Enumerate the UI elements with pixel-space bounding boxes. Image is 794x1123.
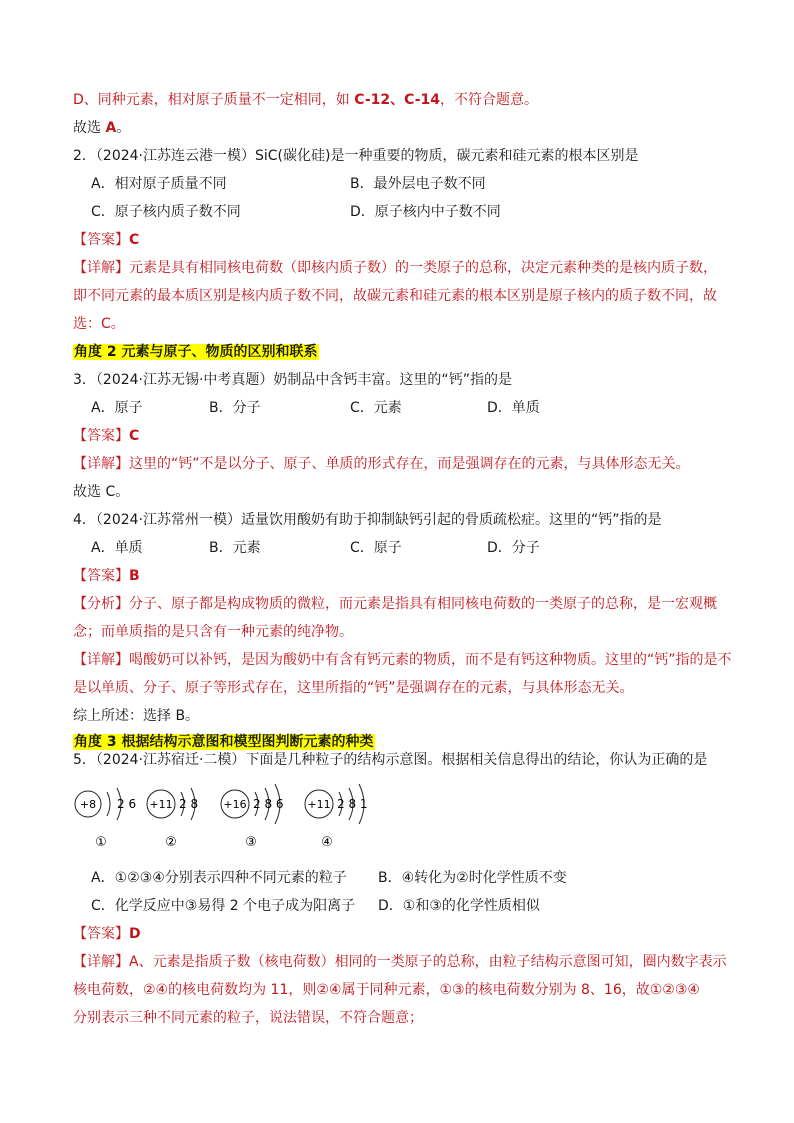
detail-tag: 【详解】 [73, 260, 129, 276]
summary-line: 综上所述：选择 B。 [73, 708, 200, 724]
shell-electrons: 2 8 6 [253, 797, 284, 811]
atom-label: ② [165, 835, 177, 850]
shell-electrons: 2 8 1 [337, 797, 368, 811]
atom-label: ① [95, 835, 107, 850]
text: 这里的“钙”不是以分子、原子、单质的形式存在，而是强调存在的元素，与具体形态无关。 [129, 456, 690, 472]
option-b: B．元素 [209, 540, 261, 556]
option-d: D．单质 [487, 400, 540, 416]
highlight-heading: 角度 3 根据结构示意图和模型图判断元素的种类 [74, 734, 374, 750]
detail-tag: 【详解】 [73, 954, 129, 970]
option-b: B．分子 [209, 400, 261, 416]
choose-line: 故选 C。 [73, 484, 130, 500]
choose-line [73, 118, 130, 138]
detail-line [73, 952, 727, 972]
text-emphasis: A [105, 120, 117, 136]
detail-tag: 【详解】 [73, 652, 129, 668]
question-3: 3．（2024·江苏无锡·中考真题）奶制品中含钙丰富。这里的“钙”指的是 [73, 372, 512, 388]
answer-tag: 【答案】 [73, 428, 129, 444]
section-heading [73, 732, 375, 752]
text: ②④的核电荷数均为 11，则②④属于同种元素，①③的核电荷数分别为 8、16，故①②③④ [143, 982, 700, 998]
shell-electrons: 2 8 [179, 797, 199, 811]
section-heading [73, 342, 319, 362]
nucleus-charge: +11 [307, 798, 331, 811]
detail-line [73, 980, 700, 1000]
nucleus-charge: +11 [149, 798, 173, 811]
option-d: D．原子核内中子数不同 [350, 204, 501, 220]
atom-2 [147, 788, 198, 850]
option-a: A．①②③④分别表示四种不同元素的粒子 [91, 870, 347, 886]
answer-line [73, 230, 139, 250]
answer-value: D [129, 926, 141, 942]
text: 核电荷数， [73, 982, 143, 998]
option-c: C．化学反应中③易得 2 个电子成为阳离子 [91, 898, 356, 914]
paragraph-d [73, 90, 538, 110]
question-5: 5．（2024·江苏宿迁·二模）下面是几种粒子的结构示意图。根据相关信息得出的结论，你认为正确的是 [73, 752, 708, 768]
text: 故选 [73, 120, 106, 136]
answer-value: C [129, 232, 140, 248]
text: ，不符合题意。 [440, 92, 539, 108]
option-c: C．原子核内质子数不同 [91, 204, 241, 220]
option-a: A．原子 [91, 400, 143, 416]
shell-electrons: 2 6 [117, 797, 137, 811]
detail-line: 即不同元素的最本质区别是核内质子数不同，故碳元素和硅元素的根本区别是原子核内的质子数不同，故 [73, 288, 717, 304]
answer-tag: 【答案】 [73, 568, 129, 584]
text: 。 [116, 120, 131, 136]
text: 喝酸奶可以补钙，是因为酸奶中有含有钙元素的物质，而不是有钙这种物质。这里的“钙”指的是不 [129, 652, 732, 668]
atom-4 [305, 784, 368, 850]
analysis-line [73, 594, 717, 614]
detail-line: 选：C。 [73, 316, 125, 332]
answer-line [73, 426, 139, 446]
option-a: A．相对原子质量不同 [91, 176, 227, 192]
atom-1 [75, 788, 136, 850]
answer-value: C [129, 428, 140, 444]
detail-tag: 【详解】 [73, 456, 129, 472]
question-2: 2．（2024·江苏连云港一模）SiC(碳化硅)是一种重要的物质，碳元素和硅元素的根本区别是 [73, 148, 639, 164]
option-c: C．原子 [350, 540, 402, 556]
analysis-tag: 【分析】 [73, 596, 129, 612]
detail-line: 分别表示三种不同元素的粒子，说法错误，不符合题意； [73, 1010, 423, 1026]
nucleus-charge: +8 [79, 798, 97, 811]
option-c: C．元素 [350, 400, 402, 416]
atomic-structure-diagram [73, 780, 473, 860]
option-a: A．单质 [91, 540, 143, 556]
text: D、同种元素，相对原子质量不一定相同，如 [73, 92, 355, 108]
text-emphasis: C-12、C-14 [354, 92, 441, 108]
answer-tag: 【答案】 [73, 926, 129, 942]
text: 分子、原子都是构成物质的微粒，而元素是指具有相同核电荷数的一类原子的总称，是一宏观概 [129, 596, 717, 612]
answer-tag: 【答案】 [73, 232, 129, 248]
nucleus-charge: +16 [223, 798, 247, 811]
detail-line: 是以单质、分子、原子等形式存在，这里所指的“钙”是强调存在的元素，与具体形态无关。 [73, 680, 634, 696]
atom-label: ③ [245, 835, 257, 850]
highlight-heading: 角度 2 元素与原子、物质的区别和联系 [74, 344, 318, 360]
analysis-line: 念；而单质指的是只含有一种元素的纯净物。 [73, 624, 353, 640]
text: 元素是具有相同核电荷数（即核内质子数）的一类原子的总称，决定元素种类的是核内质子数， [129, 260, 717, 276]
atom-label: ④ [321, 835, 333, 850]
answer-line [73, 924, 141, 944]
option-b: B．④转化为②时化学性质不变 [378, 870, 567, 886]
question-4: 4．（2024·江苏常州一模）适量饮用酸奶有助于抑制缺钙引起的骨质疏松症。这里的“钙”指的是 [73, 512, 662, 528]
atom-3 [221, 784, 284, 850]
detail-line [73, 258, 717, 278]
answer-value: B [129, 568, 140, 584]
answer-line [73, 566, 140, 586]
text: A、元素是指质子数（核电荷数）相同的一类原子的总称，由粒子结构示意图可知，圈内数字表示 [129, 954, 727, 970]
detail-line [73, 650, 732, 670]
option-b: B．最外层电子数不同 [350, 176, 486, 192]
option-d: D．分子 [487, 540, 540, 556]
detail-line [73, 454, 690, 474]
option-d: D．①和③的化学性质相似 [378, 898, 540, 914]
